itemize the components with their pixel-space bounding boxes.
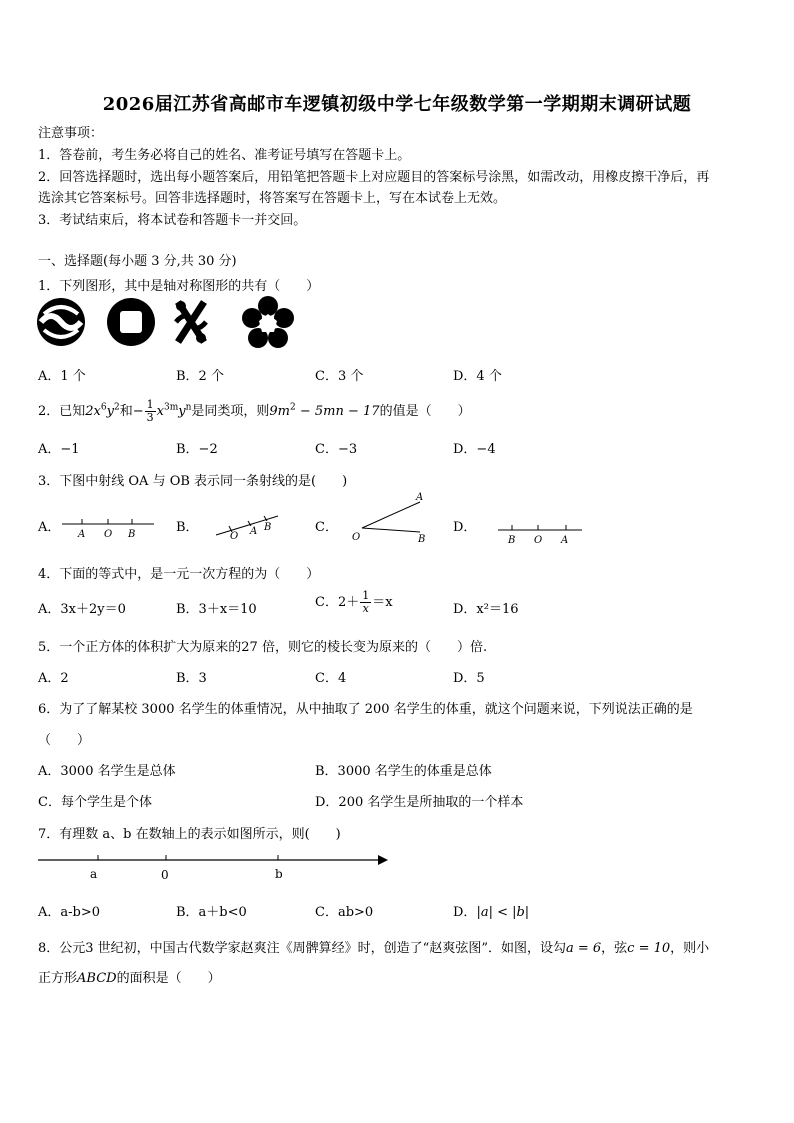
svg-text:A: A: [561, 535, 569, 546]
q2-stem: 2．已知$2x^6y^2$和− $\frac{1}{3}$ $x^{3m}y^n$是同类项，则$9m^2 - 5mn - 17$的值是（ ）: [38, 398, 471, 424]
page-title: 2026届江苏省高邮市车逻镇初级中学七年级数学第一学期期末调研试题: [102, 94, 692, 115]
q2-option-c: C．−3: [315, 442, 358, 457]
section-heading: 一、选择题(每小题 3 分,共 30 分): [38, 254, 237, 269]
q2-option-d: D．−4: [453, 442, 496, 457]
q5-stem: 5．一个正方体的体积扩大为原来的27 倍，则它的棱长变为原来的（ ）倍.: [38, 640, 488, 655]
q4-stem: 4．下面的等式中，是一元一次方程的为（ ）: [38, 567, 320, 582]
svg-text:O: O: [230, 531, 239, 540]
q1-option-a: A．1 个: [38, 369, 86, 384]
svg-text:O: O: [534, 535, 543, 546]
axis-label-b: b: [275, 867, 283, 881]
q7-stem: 7．有理数 a、b 在数轴上的表示如图所示，则( ): [38, 827, 341, 842]
q6-stem: 6．为了了解某校 3000 名学生的体重情况，从中抽取了 200 名学生的体重，就这个问题来说，下列说法正确的是: [38, 702, 693, 717]
q6-option-d: D．200 名学生是所抽取的一个样本: [315, 795, 524, 810]
q2-option-b: B．−2: [176, 442, 218, 457]
q7-option-d: D．|a| < |b|: [453, 905, 530, 920]
svg-text:B: B: [418, 534, 426, 545]
q1-stem: 1．下列图形，其中是轴对称图形的共有（ ）: [38, 279, 320, 294]
knot-figure: [176, 301, 206, 343]
svg-text:A: A: [78, 529, 86, 540]
svg-text:O: O: [104, 529, 113, 540]
q5-option-c: C．4: [315, 671, 347, 686]
svg-text:B: B: [128, 529, 136, 540]
q5-option-b: B．3: [176, 671, 207, 686]
q3-label-b: B．: [176, 520, 199, 535]
q3-stem: 3．下图中射线 OA 与 OB 表示同一条射线的是( ): [38, 474, 348, 489]
q8-stem-line2: 正方形ABCD的面积是（ ）: [38, 971, 221, 986]
q4-option-b: B．3＋x＝10: [176, 602, 257, 617]
q2-option-a: A．−1: [38, 442, 80, 457]
q3-figure-a: [60, 512, 160, 540]
q6-option-a: A．3000 名学生是总体: [38, 764, 176, 779]
svg-text:A: A: [416, 492, 424, 503]
note-1: 1．答卷前，考生务必将自己的姓名、准考证号填写在答题卡上。: [38, 148, 411, 163]
note-2: 2．回答选择题时，选出每小题答案后，用铅笔把答题卡上对应题目的答案标号涂黑，如需改动，用橡皮擦干净后，再: [38, 170, 710, 185]
q3-figure-d: [496, 520, 586, 548]
axis-label-a: a: [90, 867, 98, 881]
q6-option-c: C．每个学生是个体: [38, 795, 152, 810]
q5-option-d: D．5: [453, 671, 485, 686]
q7-option-a: A．a-b>0: [38, 905, 101, 920]
q3-label-c: C．: [315, 520, 338, 535]
q5-option-a: A．2: [38, 671, 69, 686]
q1-option-b: B．2 个: [176, 369, 224, 384]
svg-text:O: O: [352, 532, 361, 543]
note-3: 3．考试结束后，将本试卷和答题卡一并交回。: [38, 213, 307, 228]
q6-stem-cont: （ ）: [38, 733, 91, 748]
yin-yang-figure: [37, 298, 85, 346]
q1-option-c: C．3 个: [315, 369, 364, 384]
q7-option-c: C．ab>0: [315, 905, 374, 920]
svg-text:B: B: [264, 522, 272, 533]
q4-option-d: D．x²＝16: [453, 602, 519, 617]
q3-figure-c: [350, 490, 434, 546]
note-2-cont: 选涂其它答案标号。回答非选择题时，将答案写在答题卡上，写在本试卷上无效。: [38, 191, 507, 206]
q1-option-d: D．4 个: [453, 369, 502, 384]
q3-figure-b: [214, 508, 284, 540]
q8-stem-line1: 8．公元3 世纪初，中国古代数学家赵爽注《周髀算经》时，创造了“赵爽弦图”．如图，设勾a = 6，弦c = 10，则小: [38, 941, 710, 956]
q7-option-b: B．a＋b<0: [176, 905, 247, 920]
q1-figures: [36, 296, 296, 352]
q6-option-b: B．3000 名学生的体重是总体: [315, 764, 492, 779]
coin-figure: [107, 298, 155, 346]
q3-label-a: A．: [38, 520, 61, 535]
q4-c-fraction: $\frac{1}{x}$: [362, 589, 370, 615]
q7-number-line: [36, 850, 392, 884]
axis-label-zero: 0: [161, 868, 169, 882]
q4-option-c: C．2＋ $\frac{1}{x}$ ＝x: [315, 589, 393, 615]
svg-text:A: A: [250, 526, 258, 537]
q3-label-d: D．: [453, 520, 477, 535]
notes-heading: 注意事项：: [38, 126, 104, 141]
q4-option-a: A．3x＋2y＝0: [38, 602, 126, 617]
svg-text:B: B: [508, 535, 516, 546]
pentagon-flower-figure: [242, 296, 294, 348]
q2-fraction: $\frac{1}{3}$: [146, 398, 154, 424]
